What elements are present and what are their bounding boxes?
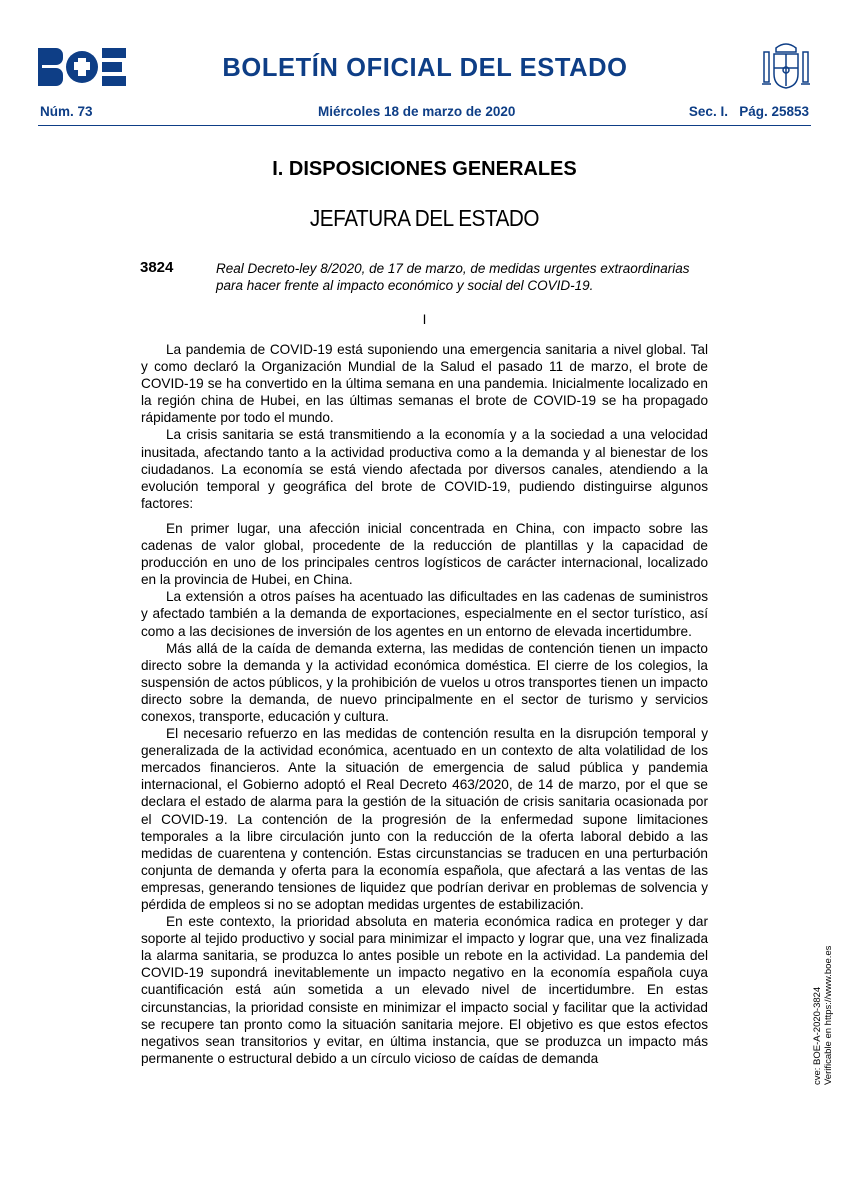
verification-link[interactable]: Verificable en https://www.boe.es [823,945,834,1085]
paragraph: La extensión a otros países ha acentuado las dificultades en las cadenas de suministros y afectado también a la demanda de exportaciones, especialmente en el sector turístico, así como a las decisiones de inversión de los agentes en un entorno de elevada incertidumbre. [141,589,708,639]
paragraph: La pandemia de COVID-19 está suponiendo una emergencia sanitaria a nivel global. Tal y como declaró la Organización Mundial de la Salud el pasado 11 de marzo, el brote de COVID-19 se ha convertido en la última semana en una pandemia. Inicialmente localizado en la región china de Hubei, en las últimas semanas el brote de COVID-19 se ha propagado rápidamente por todo el mundo. [141,342,708,426]
paragraph: En primer lugar, una afección inicial concentrada en China, con impacto sobre las cadenas de valor global, procedente de la reducción de plantillas y la capacidad de producción en uno de los principales centros logísticos de carácter internacional, localizado en la provincia de Hubei, en China. [141,520,708,588]
chapter-numeral: I [422,312,427,327]
organ-heading: JEFATURA DEL ESTADO [309,205,540,231]
paragraph: El necesario refuerzo en las medidas de contención resulta en la disrupción temporal y generalizada de la actividad económica, acentuado en un contexto de alta volatilidad de los mercados financieros. Ante la situación de emergencia de salud pública y pandemia internacional, el Gobierno adoptó el Real Decreto 463/2020, de 14 de marzo, por el que se declara el estado de alarma para la gestión de la situación de crisis sanitaria ocasionada por el COVID-19. La contención de la progresión de la enfermedad supone limitaciones temporales a la libre circulación junto con la reducción de la oferta laboral debido a las medidas de cuarentena y contención. Estas circunstancias se traducen en una perturbación conjunta de demanda y oferta para la economía española, que afectará a las ventas de las empresas, generando tensiones de liquidez que podrían derivar en problemas de solvencia y pérdida de empleos si no se adoptan medidas urgentes de estabilización. [141,726,708,912]
header-divider [38,125,811,126]
boe-logo-icon [38,48,126,86]
cve-code: cve: BOE-A-2020-3824 [812,986,823,1085]
decree-number: 3824 [140,259,174,276]
section-heading: I. DISPOSICIONES GENERALES [272,158,577,180]
paragraph: La crisis sanitaria se está transmitiendo a la economía y a la sociedad a una velocidad inusitada, afectando tanto a la actividad productiva como a la demanda y al bienestar de los ciudadanos. La economía se está viendo afectada por diversos canales, atendiendo a la evolución temporal y geográfica del brote de COVID-19, pudiendo distinguirse algunos factores: [141,427,708,511]
paragraph: Más allá de la caída de demanda externa, las medidas de contención tienen un impacto directo sobre la demanda y la actividad económica doméstica. El cierre de los colegios, la suspensión de actos públicos, y la prohibición de vuelos u otros transportes tienen un impacto directo sobre la demanda, de nuevo principalmente en el sector de turismo y servicios conexos, transporte, educación y cultura. [141,640,708,724]
document-body [141,341,708,1067]
coat-of-arms-icon [760,40,812,90]
gazette-title: BOLETÍN OFICIAL DEL ESTADO [222,54,628,82]
issue-number: Núm. 73 [40,104,93,119]
section-page: Sec. I. Pág. 25853 [688,104,809,119]
issue-date: Miércoles 18 de marzo de 2020 [318,104,516,119]
paragraph: En este contexto, la prioridad absoluta en materia económica radica en proteger y dar soporte al tejido productivo y social para minimizar el impacto y lograr que, una vez finalizada la alarma sanitaria, se produzca lo antes posible un rebote en la actividad. La pandemia del COVID-19 supondrá inevitablemente un impacto negativo en la economía española cuya cuantificación está aún sometida a un elevado nivel de incertidumbre. En estas circunstancias, la prioridad consiste en minimizar el impacto social y facilitar que la actividad se recupere tan pronto como la situación sanitaria mejore. El objetivo es que estos efectos negativos sean transitorios y evitar, en última instancia, que se produzca un impacto más permanente o estructural debido a un círculo vicioso de caídas de demanda [141,914,708,1066]
decree-title: Real Decreto-ley 8/2020, de 17 de marzo, de medidas urgentes extraordinarias para hacer frente al impacto económico y social del COVID-19. [216,261,690,293]
